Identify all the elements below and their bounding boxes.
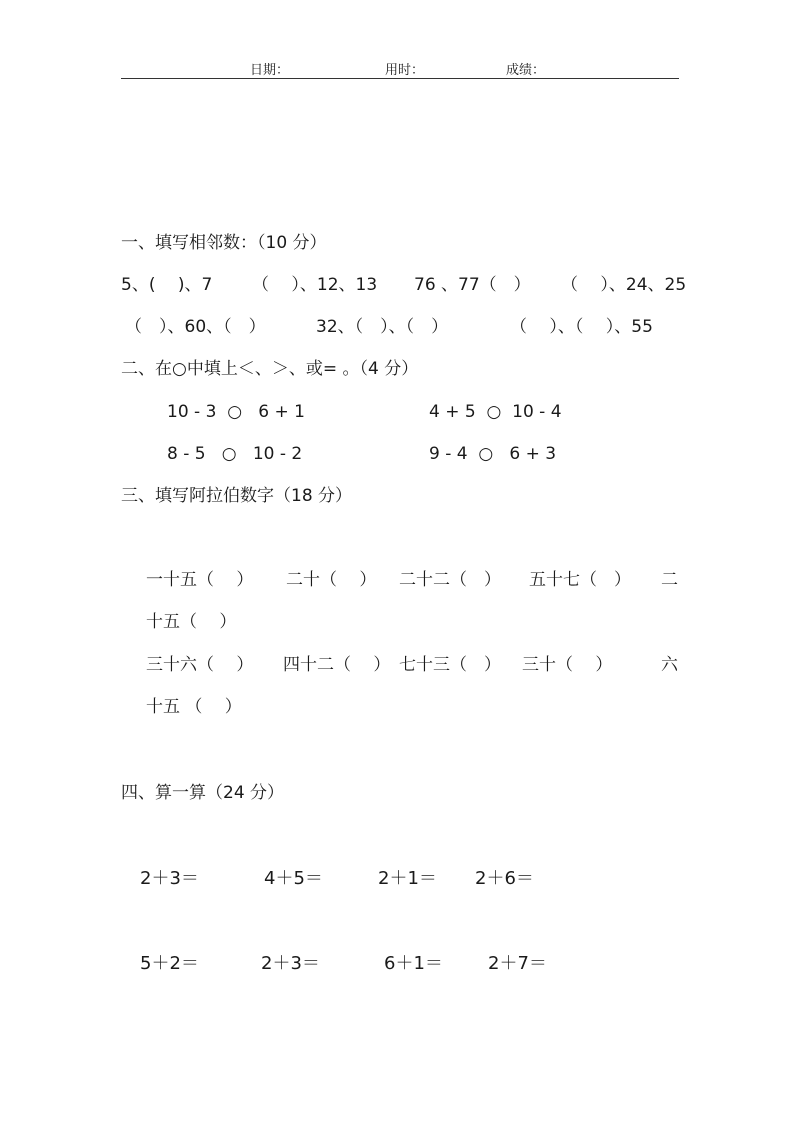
calc-item: 2＋7＝ [488,953,547,974]
score-label: 成绩： [506,63,546,78]
numeral-item: 三十（ ） [522,655,613,675]
compare-item: 4 + 5 ○ 10 - 4 [429,402,562,422]
numeral-item: 一十五（ ） [146,570,254,590]
calc-item: 2＋3＝ [261,953,320,974]
numeral-item: 二 [661,570,678,590]
calc-item: 4＋5＝ [264,868,323,889]
numeral-item: 六 [661,655,678,675]
compare-item: 9 - 4 ○ 6 + 3 [429,444,557,464]
header-rule [121,78,679,79]
section3-title: 三、填写阿拉伯数字（18 分） [121,486,353,506]
compare-item: 8 - 5 ○ 10 - 2 [167,444,303,464]
adjacent-item: （ ）、（ ）、55 [510,317,653,337]
date-label: 日期： [250,63,290,78]
numeral-item: 二十二（ ） [399,570,501,590]
numeral-item: 十五 （ ） [146,697,242,717]
adjacent-item: 5、( )、7 [121,275,213,295]
calc-item: 5＋2＝ [140,953,199,974]
calc-item: 6＋1＝ [384,953,443,974]
adjacent-item: 76 、77（ ） [414,275,531,295]
time-label: 用时： [385,63,425,78]
calc-item: 2＋3＝ [140,868,199,889]
numeral-item: 五十七（ ） [529,570,631,590]
adjacent-item: （ ）、24、25 [561,275,687,295]
section1-title: 一、填写相邻数：（10 分） [121,233,327,253]
numeral-item: 十五（ ） [146,612,237,632]
section2-title: 二、在○中填上＜、＞、或= 。（4 分） [121,359,419,379]
numeral-item: 七十三（ ） [399,655,501,675]
numeral-item: 二十（ ） [286,570,377,590]
numeral-item: 四十二（ ） [283,655,391,675]
compare-item: 10 - 3 ○ 6 + 1 [167,402,305,422]
section4-title: 四、算一算（24 分） [121,783,285,803]
adjacent-item: （ ）、60、（ ） [125,317,266,337]
adjacent-item: （ ）、12、13 [252,275,378,295]
calc-item: 2＋1＝ [378,868,437,889]
calc-item: 2＋6＝ [475,868,534,889]
adjacent-item: 32、（ ）、（ ） [316,317,449,337]
numeral-item: 三十六（ ） [146,655,254,675]
